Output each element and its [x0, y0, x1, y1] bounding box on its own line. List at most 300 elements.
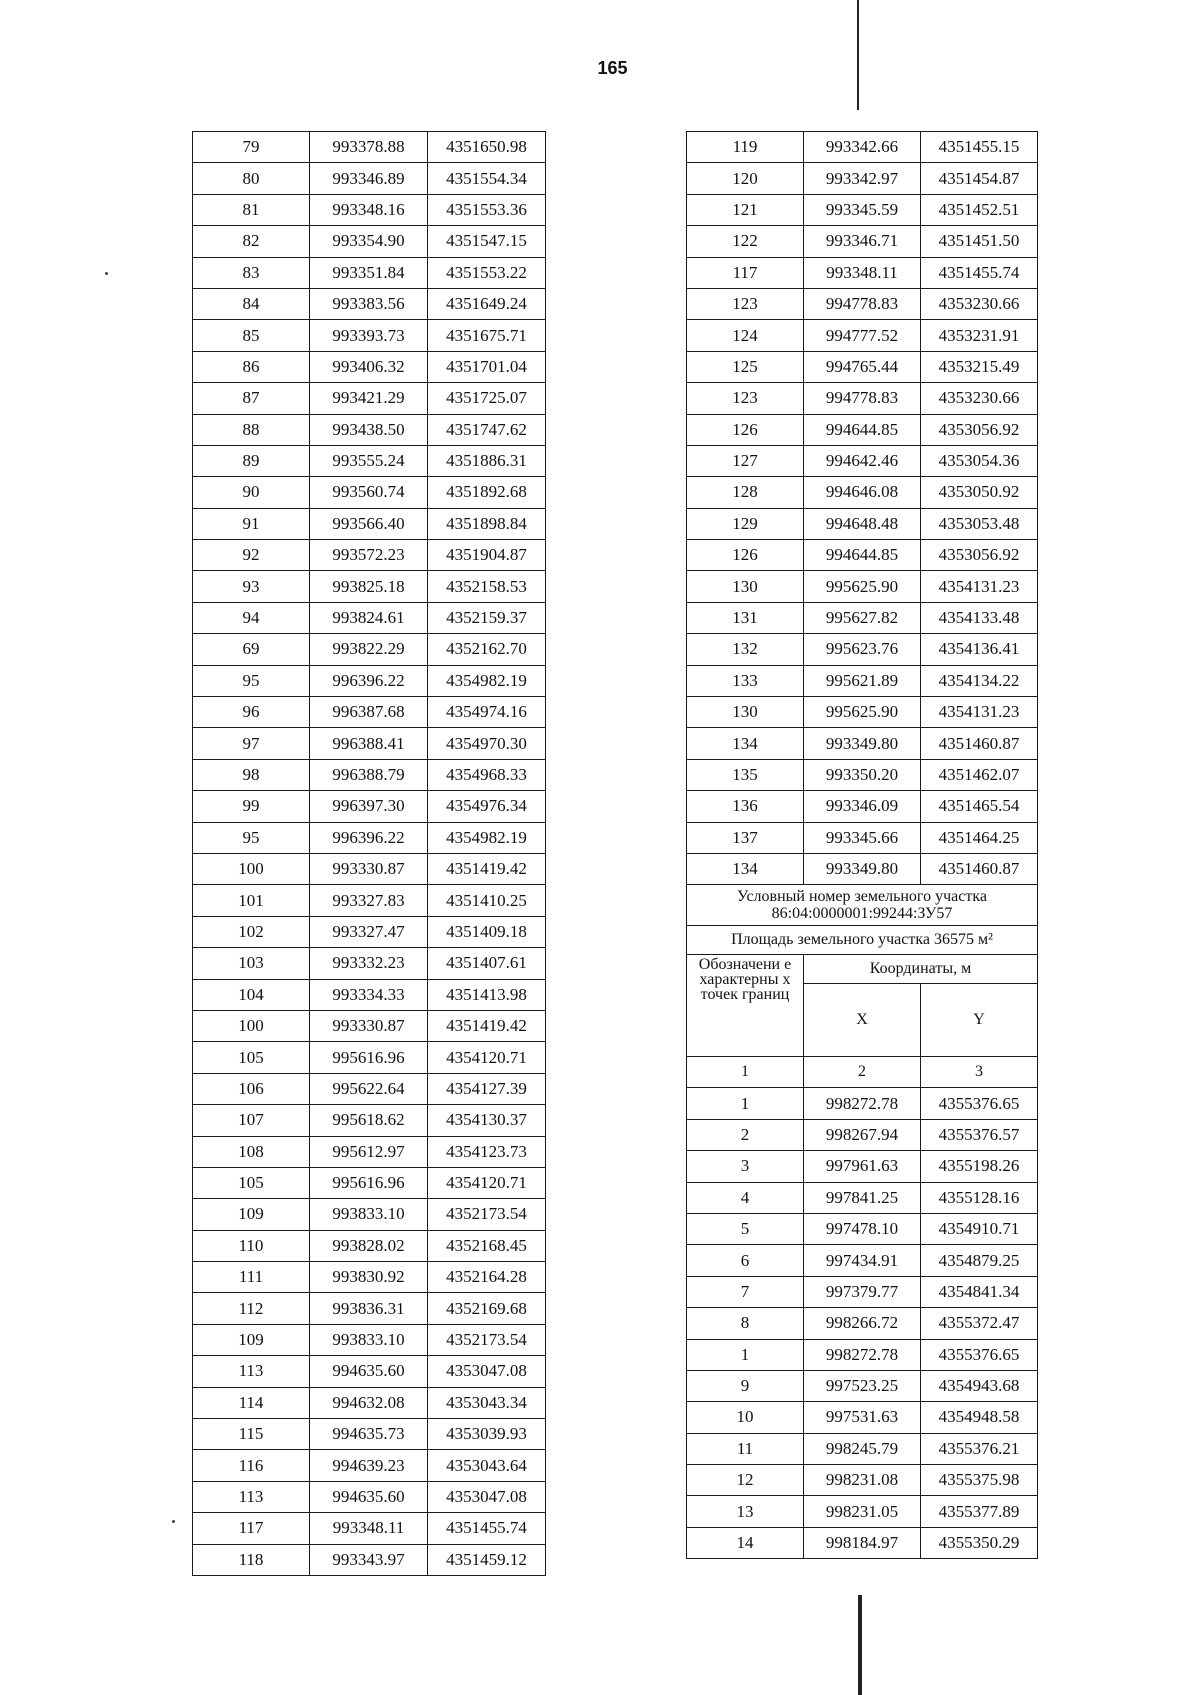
y-coordinate-cell: 4353230.66: [921, 288, 1038, 319]
x-coordinate-cell: 993348.11: [804, 257, 921, 288]
table-row: [687, 1339, 1038, 1370]
table-row: [193, 728, 546, 759]
point-number-cell: 95: [193, 665, 310, 696]
table-row: [687, 257, 1038, 288]
point-number-cell: 13: [687, 1496, 804, 1527]
table-row: [687, 477, 1038, 508]
table-row: [687, 791, 1038, 822]
point-number-cell: 133: [687, 665, 804, 696]
scan-artifact-line: [858, 1595, 862, 1695]
table-row: [687, 1245, 1038, 1276]
x-coordinate-cell: 995622.64: [310, 1073, 428, 1104]
column-number: 1: [687, 1057, 804, 1088]
x-coordinate-cell: 993343.97: [310, 1544, 428, 1575]
y-coordinate-cell: 4353230.66: [921, 383, 1038, 414]
point-number-cell: 99: [193, 791, 310, 822]
y-coordinate-cell: 4353056.92: [921, 540, 1038, 571]
table-row: [193, 132, 546, 163]
table-row: [687, 1527, 1038, 1558]
x-coordinate-cell: 996388.41: [310, 728, 428, 759]
y-coordinate-cell: 4351553.22: [428, 257, 546, 288]
point-number-cell: 11: [687, 1433, 804, 1464]
y-coordinate-cell: 4351898.84: [428, 508, 546, 539]
table-row: [193, 853, 546, 884]
x-header: X: [804, 984, 921, 1057]
y-coordinate-cell: 4351886.31: [428, 445, 546, 476]
y-coordinate-cell: 4354974.16: [428, 697, 546, 728]
x-coordinate-cell: 995625.90: [804, 571, 921, 602]
y-coordinate-cell: 4354131.23: [921, 571, 1038, 602]
scan-artifact-dot: [105, 272, 108, 275]
point-number-cell: 87: [193, 383, 310, 414]
right-coordinates-table: [686, 131, 1038, 1559]
x-coordinate-cell: 993378.88: [310, 132, 428, 163]
y-coordinate-cell: 4354841.34: [921, 1276, 1038, 1307]
point-number-cell: 126: [687, 414, 804, 445]
point-number-cell: 100: [193, 1010, 310, 1041]
table-row: [687, 414, 1038, 445]
table-row: [193, 257, 546, 288]
x-coordinate-cell: 995623.76: [804, 634, 921, 665]
point-number-cell: 4: [687, 1182, 804, 1213]
page-number: 165: [597, 58, 628, 78]
table-row: [193, 1167, 546, 1198]
y-coordinate-cell: 4352158.53: [428, 571, 546, 602]
x-coordinate-cell: 993345.59: [804, 194, 921, 225]
x-coordinate-cell: 993327.83: [310, 885, 428, 916]
table-row: [193, 1105, 546, 1136]
y-coordinate-cell: 4355376.65: [921, 1339, 1038, 1370]
table-row: [687, 1151, 1038, 1182]
x-coordinate-cell: 996387.68: [310, 697, 428, 728]
table-row: [687, 728, 1038, 759]
point-number-cell: 12: [687, 1465, 804, 1496]
point-number-cell: 100: [193, 853, 310, 884]
point-number-cell: 69: [193, 634, 310, 665]
y-coordinate-cell: 4351553.36: [428, 194, 546, 225]
point-number-cell: 118: [193, 1544, 310, 1575]
point-number-cell: 116: [193, 1450, 310, 1481]
point-number-cell: 137: [687, 822, 804, 853]
y-coordinate-cell: 4351747.62: [428, 414, 546, 445]
x-coordinate-cell: 993345.66: [804, 822, 921, 853]
table-row: [193, 916, 546, 947]
y-coordinate-cell: 4354127.39: [428, 1073, 546, 1104]
y-coordinate-cell: 4351725.07: [428, 383, 546, 414]
y-coordinate-cell: 4352164.28: [428, 1262, 546, 1293]
x-coordinate-cell: 995616.96: [310, 1167, 428, 1198]
point-number-cell: 92: [193, 540, 310, 571]
y-coordinate-cell: 4351460.87: [921, 853, 1038, 884]
y-coordinate-cell: 4355376.21: [921, 1433, 1038, 1464]
table-row: [687, 226, 1038, 257]
point-number-cell: 82: [193, 226, 310, 257]
x-coordinate-cell: 996396.22: [310, 822, 428, 853]
table-row: [687, 163, 1038, 194]
point-number-cell: 97: [193, 728, 310, 759]
point-number-cell: 102: [193, 916, 310, 947]
y-coordinate-cell: 4353056.92: [921, 414, 1038, 445]
x-coordinate-cell: 993836.31: [310, 1293, 428, 1324]
y-coordinate-cell: 4354910.71: [921, 1213, 1038, 1244]
y-coordinate-cell: 4354970.30: [428, 728, 546, 759]
table-row: [193, 320, 546, 351]
point-number-cell: 91: [193, 508, 310, 539]
x-coordinate-cell: 994635.60: [310, 1356, 428, 1387]
table-row: [193, 1199, 546, 1230]
x-coordinate-cell: 993833.10: [310, 1324, 428, 1355]
y-coordinate-cell: 4354133.48: [921, 602, 1038, 633]
point-number-cell: 83: [193, 257, 310, 288]
x-coordinate-cell: 993566.40: [310, 508, 428, 539]
y-coordinate-cell: 4355377.89: [921, 1496, 1038, 1527]
x-coordinate-cell: 993349.80: [804, 728, 921, 759]
point-number-cell: 95: [193, 822, 310, 853]
point-number-cell: 81: [193, 194, 310, 225]
point-number-cell: 84: [193, 288, 310, 319]
x-coordinate-cell: 993346.71: [804, 226, 921, 257]
y-coordinate-cell: 4351547.15: [428, 226, 546, 257]
y-coordinate-cell: 4354968.33: [428, 759, 546, 790]
y-coordinate-cell: 4351452.51: [921, 194, 1038, 225]
point-number-cell: 113: [193, 1481, 310, 1512]
parcel-note: Условный номер земельного участка 86:04:0000001:99244:ЗУ57: [687, 885, 1038, 926]
x-coordinate-cell: 993332.23: [310, 948, 428, 979]
point-number-cell: 120: [687, 163, 804, 194]
point-number-cell: 128: [687, 477, 804, 508]
table-row: [687, 351, 1038, 382]
table-row: [687, 1308, 1038, 1339]
y-coordinate-cell: 4355128.16: [921, 1182, 1038, 1213]
y-coordinate-cell: 4355198.26: [921, 1151, 1038, 1182]
y-coordinate-cell: 4351419.42: [428, 853, 546, 884]
x-coordinate-cell: 998184.97: [804, 1527, 921, 1558]
y-coordinate-cell: 4352159.37: [428, 602, 546, 633]
y-coordinate-cell: 4351407.61: [428, 948, 546, 979]
y-coordinate-cell: 4351454.87: [921, 163, 1038, 194]
point-number-cell: 104: [193, 979, 310, 1010]
y-coordinate-cell: 4355350.29: [921, 1527, 1038, 1558]
point-number-cell: 3: [687, 1151, 804, 1182]
scan-artifact-dot: [172, 1520, 175, 1523]
point-number-cell: 127: [687, 445, 804, 476]
header-row-top: [687, 955, 1038, 984]
x-coordinate-cell: 994635.73: [310, 1419, 428, 1450]
table-row: [193, 1513, 546, 1544]
y-coordinate-cell: 4353043.64: [428, 1450, 546, 1481]
table-row: [687, 571, 1038, 602]
y-coordinate-cell: 4351701.04: [428, 351, 546, 382]
x-coordinate-cell: 995616.96: [310, 1042, 428, 1073]
x-coordinate-cell: 998272.78: [804, 1088, 921, 1119]
table-row: [687, 1119, 1038, 1150]
table-row: [193, 1230, 546, 1261]
table-row: [687, 1213, 1038, 1244]
x-coordinate-cell: 993327.47: [310, 916, 428, 947]
point-number-cell: 105: [193, 1042, 310, 1073]
x-coordinate-cell: 994639.23: [310, 1450, 428, 1481]
y-coordinate-cell: 4351465.54: [921, 791, 1038, 822]
point-number-cell: 105: [193, 1167, 310, 1198]
point-number-cell: 96: [193, 697, 310, 728]
point-number-cell: 134: [687, 853, 804, 884]
y-coordinate-cell: 4353215.49: [921, 351, 1038, 382]
x-coordinate-cell: 994646.08: [804, 477, 921, 508]
y-coordinate-cell: 4353050.92: [921, 477, 1038, 508]
table-row: [687, 1402, 1038, 1433]
x-coordinate-cell: 994644.85: [804, 540, 921, 571]
point-number-cell: 126: [687, 540, 804, 571]
x-coordinate-cell: 993346.89: [310, 163, 428, 194]
point-number-cell: 129: [687, 508, 804, 539]
x-coordinate-cell: 993572.23: [310, 540, 428, 571]
x-coordinate-cell: 994632.08: [310, 1387, 428, 1418]
x-coordinate-cell: 993354.90: [310, 226, 428, 257]
y-coordinate-cell: 4355376.65: [921, 1088, 1038, 1119]
table-row: [687, 1465, 1038, 1496]
point-number-cell: 117: [193, 1513, 310, 1544]
table-row: [687, 665, 1038, 696]
point-number-cell: 110: [193, 1230, 310, 1261]
y-coordinate-cell: 4352173.54: [428, 1199, 546, 1230]
x-coordinate-cell: 994765.44: [804, 351, 921, 382]
y-coordinate-cell: 4351455.74: [921, 257, 1038, 288]
point-number-cell: 136: [687, 791, 804, 822]
x-coordinate-cell: 993346.09: [804, 791, 921, 822]
table-row: [193, 1073, 546, 1104]
coordinates-header: Координаты, м: [804, 955, 1038, 984]
x-coordinate-cell: 993348.16: [310, 194, 428, 225]
point-number-cell: 90: [193, 477, 310, 508]
y-coordinate-cell: 4353047.08: [428, 1481, 546, 1512]
x-coordinate-cell: 993438.50: [310, 414, 428, 445]
point-number-cell: 79: [193, 132, 310, 163]
x-coordinate-cell: 994648.48: [804, 508, 921, 539]
x-coordinate-cell: 995612.97: [310, 1136, 428, 1167]
y-coordinate-cell: 4354120.71: [428, 1042, 546, 1073]
x-coordinate-cell: 993406.32: [310, 351, 428, 382]
table-row: [687, 194, 1038, 225]
point-number-cell: 5: [687, 1213, 804, 1244]
y-coordinate-cell: 4351413.98: [428, 979, 546, 1010]
table-row: [193, 948, 546, 979]
table-row: [193, 697, 546, 728]
y-coordinate-cell: 4354982.19: [428, 822, 546, 853]
point-number-cell: 109: [193, 1199, 310, 1230]
area-label: Площадь земельного участка 36575 м²: [687, 926, 1038, 955]
table-row: [193, 571, 546, 602]
point-number-cell: 106: [193, 1073, 310, 1104]
point-number-cell: 88: [193, 414, 310, 445]
x-coordinate-cell: 997379.77: [804, 1276, 921, 1307]
x-coordinate-cell: 993555.24: [310, 445, 428, 476]
x-coordinate-cell: 993824.61: [310, 602, 428, 633]
table-row: [193, 979, 546, 1010]
table-row: [193, 477, 546, 508]
y-coordinate-cell: 4351675.71: [428, 320, 546, 351]
point-number-cell: 93: [193, 571, 310, 602]
table-row: [193, 1010, 546, 1041]
table-row: [193, 1450, 546, 1481]
table-row: [687, 697, 1038, 728]
point-number-cell: 123: [687, 288, 804, 319]
scan-artifact-line: [857, 0, 859, 110]
point-number-cell: 101: [193, 885, 310, 916]
x-coordinate-cell: 993560.74: [310, 477, 428, 508]
x-coordinate-cell: 993348.11: [310, 1513, 428, 1544]
y-header: Y: [921, 984, 1038, 1057]
y-coordinate-cell: 4354879.25: [921, 1245, 1038, 1276]
table-row: [193, 1419, 546, 1450]
y-coordinate-cell: 4351650.98: [428, 132, 546, 163]
point-number-cell: 103: [193, 948, 310, 979]
table-row: [687, 1182, 1038, 1213]
y-coordinate-cell: 4351455.15: [921, 132, 1038, 163]
column-number-row: [687, 1057, 1038, 1088]
table-row: [193, 1262, 546, 1293]
x-coordinate-cell: 993334.33: [310, 979, 428, 1010]
y-coordinate-cell: 4351451.50: [921, 226, 1038, 257]
x-coordinate-cell: 993383.56: [310, 288, 428, 319]
point-number-cell: 124: [687, 320, 804, 351]
point-number-cell: 6: [687, 1245, 804, 1276]
table-row: [193, 1293, 546, 1324]
y-coordinate-cell: 4352169.68: [428, 1293, 546, 1324]
x-coordinate-cell: 994777.52: [804, 320, 921, 351]
table-row: [687, 1370, 1038, 1401]
table-row: [193, 822, 546, 853]
point-number-cell: 112: [193, 1293, 310, 1324]
table-row: [193, 351, 546, 382]
y-coordinate-cell: 4351904.87: [428, 540, 546, 571]
x-coordinate-cell: 995627.82: [804, 602, 921, 633]
left-coordinates-table: [192, 131, 546, 1576]
table-row: [193, 634, 546, 665]
y-coordinate-cell: 4354131.23: [921, 697, 1038, 728]
table-row: [193, 1387, 546, 1418]
point-number-cell: 125: [687, 351, 804, 382]
table-row: [193, 383, 546, 414]
x-coordinate-cell: 993349.80: [804, 853, 921, 884]
table-row: [193, 414, 546, 445]
y-coordinate-cell: 4354120.71: [428, 1167, 546, 1198]
table-row: [687, 853, 1038, 884]
point-number-cell: 7: [687, 1276, 804, 1307]
point-number-cell: 115: [193, 1419, 310, 1450]
x-coordinate-cell: 993330.87: [310, 853, 428, 884]
table-row: [687, 1496, 1038, 1527]
x-coordinate-cell: 997531.63: [804, 1402, 921, 1433]
table-row: [193, 1136, 546, 1167]
y-coordinate-cell: 4354130.37: [428, 1105, 546, 1136]
y-coordinate-cell: 4352162.70: [428, 634, 546, 665]
point-number-cell: 98: [193, 759, 310, 790]
x-coordinate-cell: 993330.87: [310, 1010, 428, 1041]
y-coordinate-cell: 4355372.47: [921, 1308, 1038, 1339]
table-row: [687, 320, 1038, 351]
x-coordinate-cell: 998231.08: [804, 1465, 921, 1496]
table-row: [193, 1324, 546, 1355]
x-coordinate-cell: 993342.97: [804, 163, 921, 194]
x-coordinate-cell: 994644.85: [804, 414, 921, 445]
x-coordinate-cell: 998272.78: [804, 1339, 921, 1370]
x-coordinate-cell: 994642.46: [804, 445, 921, 476]
table-row: [687, 1276, 1038, 1307]
y-coordinate-cell: 4354136.41: [921, 634, 1038, 665]
point-number-cell: 119: [687, 132, 804, 163]
point-number-cell: 130: [687, 697, 804, 728]
point-number-cell: 132: [687, 634, 804, 665]
y-coordinate-cell: 4353047.08: [428, 1356, 546, 1387]
y-coordinate-cell: 4351419.42: [428, 1010, 546, 1041]
point-number-cell: 111: [193, 1262, 310, 1293]
point-number-cell: 89: [193, 445, 310, 476]
x-coordinate-cell: 997523.25: [804, 1370, 921, 1401]
table-row: [193, 791, 546, 822]
y-coordinate-cell: 4351460.87: [921, 728, 1038, 759]
x-coordinate-cell: 993351.84: [310, 257, 428, 288]
point-number-cell: 117: [687, 257, 804, 288]
table-row: [193, 163, 546, 194]
table-row: [193, 194, 546, 225]
point-number-cell: 1: [687, 1339, 804, 1370]
y-coordinate-cell: 4355376.57: [921, 1119, 1038, 1150]
y-coordinate-cell: 4354982.19: [428, 665, 546, 696]
point-number-cell: 9: [687, 1370, 804, 1401]
point-number-cell: 121: [687, 194, 804, 225]
x-coordinate-cell: 994778.83: [804, 383, 921, 414]
table-row: [687, 383, 1038, 414]
y-coordinate-cell: 4351554.34: [428, 163, 546, 194]
point-number-cell: 134: [687, 728, 804, 759]
x-coordinate-cell: 993833.10: [310, 1199, 428, 1230]
y-coordinate-cell: 4351459.12: [428, 1544, 546, 1575]
x-coordinate-cell: 997434.91: [804, 1245, 921, 1276]
x-coordinate-cell: 993822.29: [310, 634, 428, 665]
x-coordinate-cell: 997961.63: [804, 1151, 921, 1182]
y-coordinate-cell: 4353043.34: [428, 1387, 546, 1418]
y-coordinate-cell: 4351462.07: [921, 759, 1038, 790]
point-number-cell: 80: [193, 163, 310, 194]
y-coordinate-cell: 4354943.68: [921, 1370, 1038, 1401]
y-coordinate-cell: 4353053.48: [921, 508, 1038, 539]
table-row: [193, 1042, 546, 1073]
x-coordinate-cell: 993825.18: [310, 571, 428, 602]
table-row: [193, 1544, 546, 1575]
point-number-cell: 2: [687, 1119, 804, 1150]
point-number-cell: 123: [687, 383, 804, 414]
point-number-cell: 130: [687, 571, 804, 602]
table-row: [687, 759, 1038, 790]
table-row: [687, 822, 1038, 853]
x-coordinate-cell: 995621.89: [804, 665, 921, 696]
point-number-cell: 10: [687, 1402, 804, 1433]
x-coordinate-cell: 993350.20: [804, 759, 921, 790]
y-coordinate-cell: 4351410.25: [428, 885, 546, 916]
table-row: [687, 540, 1038, 571]
table-row: [687, 288, 1038, 319]
y-coordinate-cell: 4352168.45: [428, 1230, 546, 1261]
column-number: 3: [921, 1057, 1038, 1088]
x-coordinate-cell: 993342.66: [804, 132, 921, 163]
table-row: [193, 1481, 546, 1512]
y-coordinate-cell: 4354948.58: [921, 1402, 1038, 1433]
y-coordinate-cell: 4351649.24: [428, 288, 546, 319]
x-coordinate-cell: 993830.92: [310, 1262, 428, 1293]
y-coordinate-cell: 4354123.73: [428, 1136, 546, 1167]
y-coordinate-cell: 4351409.18: [428, 916, 546, 947]
designation-header: Обозначени е характерны х точек границ: [687, 955, 804, 1057]
